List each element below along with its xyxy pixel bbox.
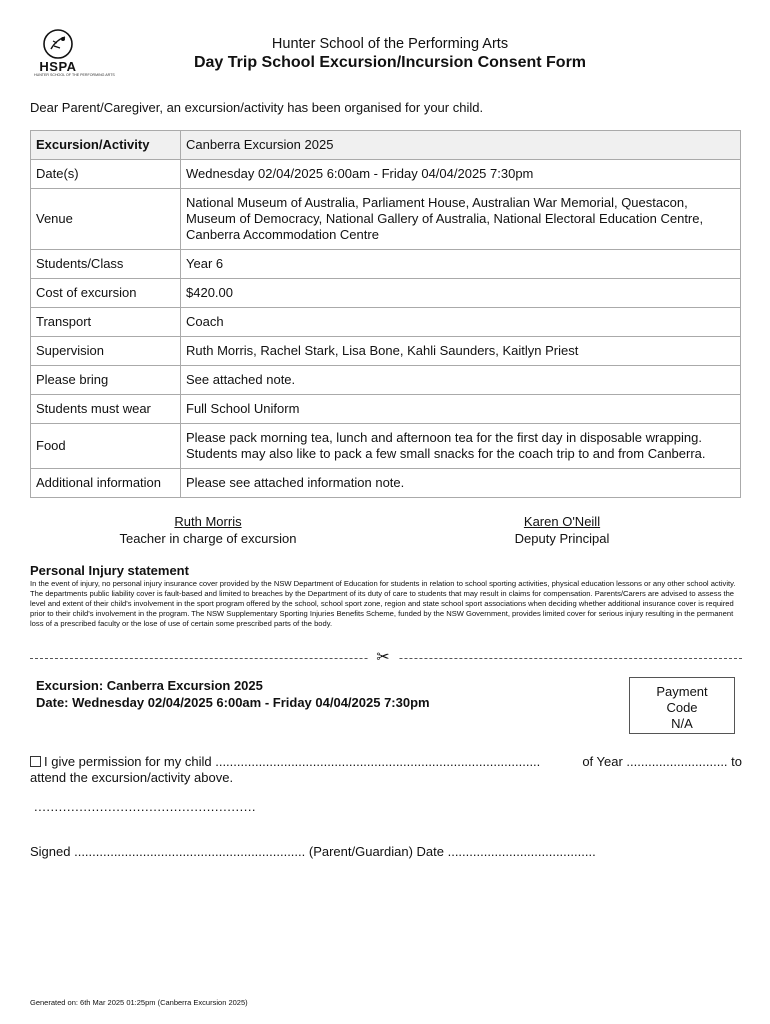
details-row xyxy=(31,469,741,498)
details-value: Canberra Excursion 2025 xyxy=(181,131,741,160)
details-row xyxy=(31,279,741,308)
injury-statement-title: Personal Injury statement xyxy=(30,563,189,578)
details-value: Wednesday 02/04/2025 6:00am - Friday 04/04/2025 7:30pm xyxy=(181,160,741,189)
details-row xyxy=(31,250,741,279)
blank-field[interactable]: ...................................................... xyxy=(34,799,257,814)
details-label: Additional information xyxy=(31,469,181,498)
logo-subtext: HUNTER SCHOOL OF THE PERFORMING ARTS xyxy=(34,73,115,77)
slip-excursion-name: Excursion: Canberra Excursion 2025 xyxy=(36,678,263,693)
details-row xyxy=(31,366,741,395)
payment-code-value: N/A xyxy=(671,716,693,731)
generated-footer: Generated on: 6th Mar 2025 01:25pm (Canberra Excursion 2025) xyxy=(30,998,248,1007)
payment-label: Payment xyxy=(656,684,708,699)
details-value: Coach xyxy=(181,308,741,337)
details-value: Ruth Morris, Rachel Stark, Lisa Bone, Kahli Saunders, Kaitlyn Priest xyxy=(181,337,741,366)
signature-date-field[interactable]: Signed ................................................................ (Parent/Guardian) Date ......................................... xyxy=(30,844,596,859)
details-label: Students must wear xyxy=(31,395,181,424)
details-row xyxy=(31,308,741,337)
details-row xyxy=(31,395,741,424)
details-row xyxy=(31,424,741,469)
permission-child-field[interactable]: I give permission for my child .......................................................................................... xyxy=(44,754,541,769)
details-label: Excursion/Activity xyxy=(31,131,181,160)
details-label: Supervision xyxy=(31,337,181,366)
cut-line xyxy=(30,648,742,668)
details-value: $420.00 xyxy=(181,279,741,308)
principal-name: Karen O'Neill xyxy=(523,514,601,529)
excursion-details-table xyxy=(30,130,741,498)
details-label: Food xyxy=(31,424,181,469)
details-value: Please pack morning tea, lunch and afternoon tea for the first day in disposable wrapping. Students may also like to pack a few small snacks for the coach trip to and from Canberra. xyxy=(181,424,741,469)
slip-excursion-date: Date: Wednesday 02/04/2025 6:00am - Friday 04/04/2025 7:30pm xyxy=(36,695,430,710)
permission-year-field[interactable]: of Year ............................ to xyxy=(582,754,742,769)
teacher-name: Ruth Morris xyxy=(174,514,242,529)
details-value: Full School Uniform xyxy=(181,395,741,424)
logo-text: HSPA xyxy=(39,59,77,74)
details-label: Students/Class xyxy=(31,250,181,279)
details-row xyxy=(31,160,741,189)
injury-statement-text: In the event of injury, no personal injury insurance cover provided by the NSW Department of Education for students in relation to school sporting activities, physical education lessons or any other school activity. The departments public liability cover is fault-based and limited to breaches by the Department of its duty of care to students that may result in claims for compensation. Parents/Carers are advised to assess the level and extent of their child's involvement in the sport program offered by the school, school sport zone, region and state school sport associations when deciding whether additional insurance cover is required prior to their child's involvement in the program. The NSW Supplementary Sporting Injuries Benefits Scheme, funded by the NSW Government, provides limited cover for serious injury resulting in the permanent loss of a prescribed faculty or the lose of use of certain some prescribed parts of the body. xyxy=(30,579,736,628)
details-label: Cost of excursion xyxy=(31,279,181,308)
details-label: Please bring xyxy=(31,366,181,395)
details-label: Venue xyxy=(31,189,181,250)
details-row xyxy=(31,131,741,160)
details-label: Date(s) xyxy=(31,160,181,189)
details-row xyxy=(31,189,741,250)
slip-excursion-info xyxy=(36,677,430,711)
permission-statement xyxy=(30,754,742,786)
principal-signature-block xyxy=(482,513,642,547)
school-name: Hunter School of the Performing Arts xyxy=(271,36,509,52)
details-value: See attached note. xyxy=(181,366,741,395)
form-title: Day Trip School Excursion/Incursion Consent Form xyxy=(193,54,587,71)
payment-code-label: Code xyxy=(666,700,698,715)
details-label: Transport xyxy=(31,308,181,337)
teacher-signature-block xyxy=(108,513,308,547)
permission-line2: attend the excursion/activity above. xyxy=(30,770,234,785)
details-value: Please see attached information note. xyxy=(181,469,741,498)
details-row xyxy=(31,337,741,366)
permission-checkbox[interactable] xyxy=(30,756,41,767)
details-value: Year 6 xyxy=(181,250,741,279)
details-value: National Museum of Australia, Parliament House, Australian War Memorial, Questacon, Museum of Democracy, National Gallery of Australia, National Electoral Education Centre, Canberra Accommodation Centre xyxy=(181,189,741,250)
teacher-role: Teacher in charge of excursion xyxy=(119,531,297,546)
principal-role: Deputy Principal xyxy=(514,531,610,546)
payment-code-box xyxy=(629,677,735,734)
scissors-icon: ✂ xyxy=(368,648,398,668)
intro-text: Dear Parent/Caregiver, an excursion/activity has been organised for your child. xyxy=(30,100,484,115)
